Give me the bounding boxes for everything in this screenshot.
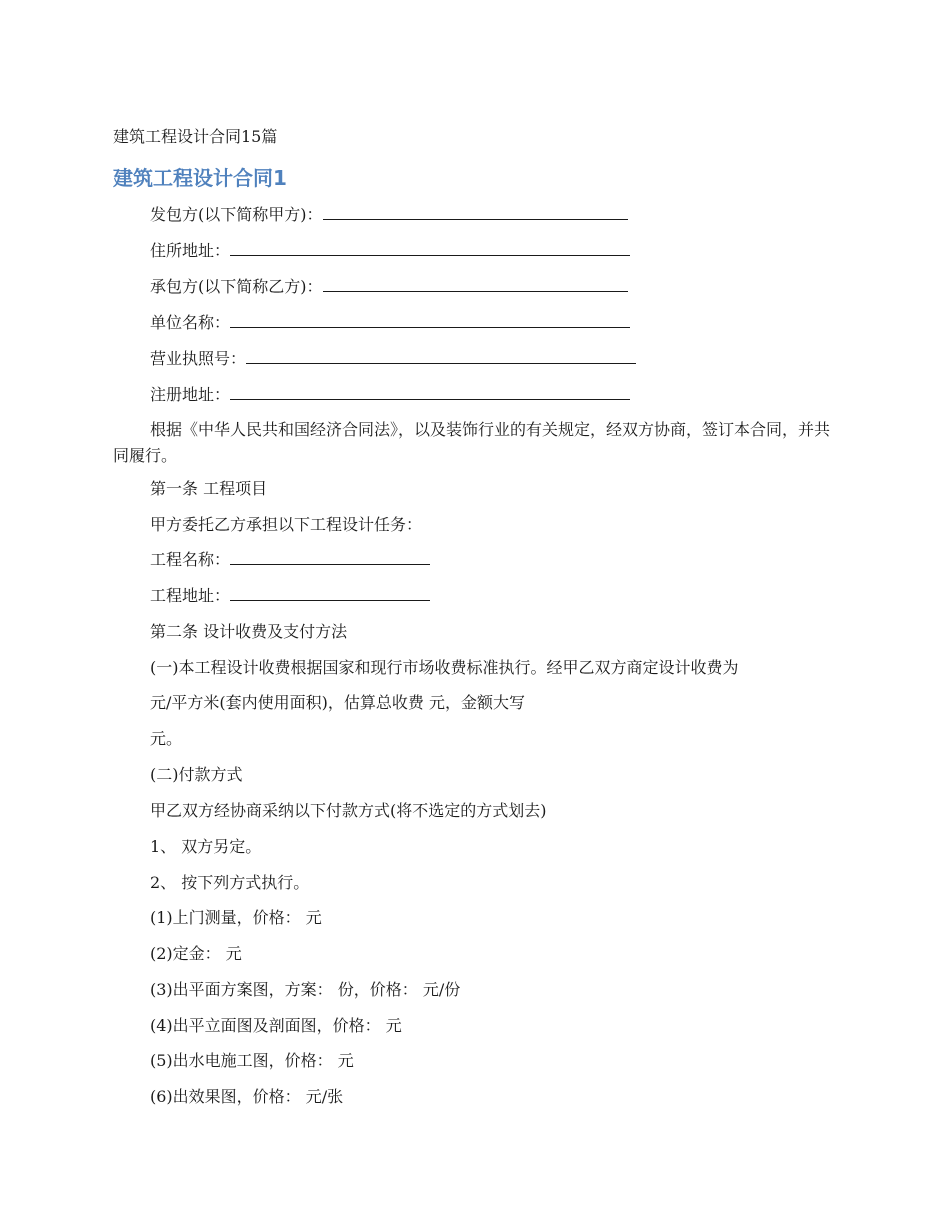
- fill-in-blank[interactable]: [230, 550, 430, 565]
- field-label: 注册地址：: [150, 385, 231, 404]
- field-party-a: [150, 204, 628, 226]
- fill-in-blank[interactable]: [230, 586, 430, 601]
- field-label: 营业执照号：: [150, 349, 247, 368]
- fee-line-2: 元/平方米(套内使用面积)，估算总收费 元，金额大写: [150, 693, 525, 712]
- article1-title: 第一条 工程项目: [150, 479, 268, 498]
- field-label: 工程地址：: [150, 586, 231, 605]
- payment-item: (2)定金： 元: [150, 944, 242, 963]
- payment-title: (二)付款方式: [150, 765, 243, 784]
- fee-line-1: (一)本工程设计收费根据国家和现行市场收费标准执行。经甲乙双方商定设计收费为: [150, 658, 739, 677]
- fill-in-blank[interactable]: [230, 313, 630, 328]
- fee-line-3: 元。: [150, 729, 183, 748]
- field-project-address: [150, 585, 430, 607]
- field-label: 发包方(以下简称甲方)：: [150, 205, 323, 224]
- payment-item: (6)出效果图，价格： 元/张: [150, 1087, 344, 1106]
- field-label: 工程名称：: [150, 550, 231, 569]
- document-title: 建筑工程设计合同15篇: [113, 127, 278, 146]
- intro-text: 根据《中华人民共和国经济合同法》，以及装饰行业的有关规定，经双方协商，签订本合同，并共同履行。: [113, 420, 831, 465]
- field-project-name: [150, 549, 430, 571]
- section-heading: 建筑工程设计合同1: [113, 166, 287, 190]
- fill-in-blank[interactable]: [246, 349, 636, 364]
- fill-in-blank[interactable]: [230, 241, 630, 256]
- payment-option: 2、 按下列方式执行。: [150, 873, 310, 892]
- field-label: 承包方(以下简称乙方)：: [150, 277, 323, 296]
- field-party-b: [150, 276, 628, 298]
- field-license-number: [150, 348, 636, 370]
- fill-in-blank[interactable]: [230, 385, 630, 400]
- payment-item: (5)出水电施工图，价格： 元: [150, 1051, 354, 1070]
- field-label: 住所地址：: [150, 241, 231, 260]
- payment-item: (1)上门测量，价格： 元: [150, 908, 322, 927]
- field-company-name: [150, 312, 630, 334]
- intro-paragraph: [113, 417, 843, 469]
- fill-in-blank[interactable]: [323, 205, 628, 220]
- article2-title: 第二条 设计收费及支付方法: [150, 622, 348, 641]
- payment-item: (3)出平面方案图，方案： 份，价格： 元/份: [150, 980, 461, 999]
- article1-text: 甲方委托乙方承担以下工程设计任务：: [150, 515, 423, 534]
- field-registered-address: [150, 384, 630, 406]
- field-address: [150, 240, 630, 262]
- payment-option: 1、 双方另定。: [150, 837, 262, 856]
- payment-text: 甲乙双方经协商采纳以下付款方式(将不选定的方式划去): [150, 801, 547, 820]
- fill-in-blank[interactable]: [323, 277, 628, 292]
- field-label: 单位名称：: [150, 313, 231, 332]
- payment-item: (4)出平立面图及剖面图，价格： 元: [150, 1016, 402, 1035]
